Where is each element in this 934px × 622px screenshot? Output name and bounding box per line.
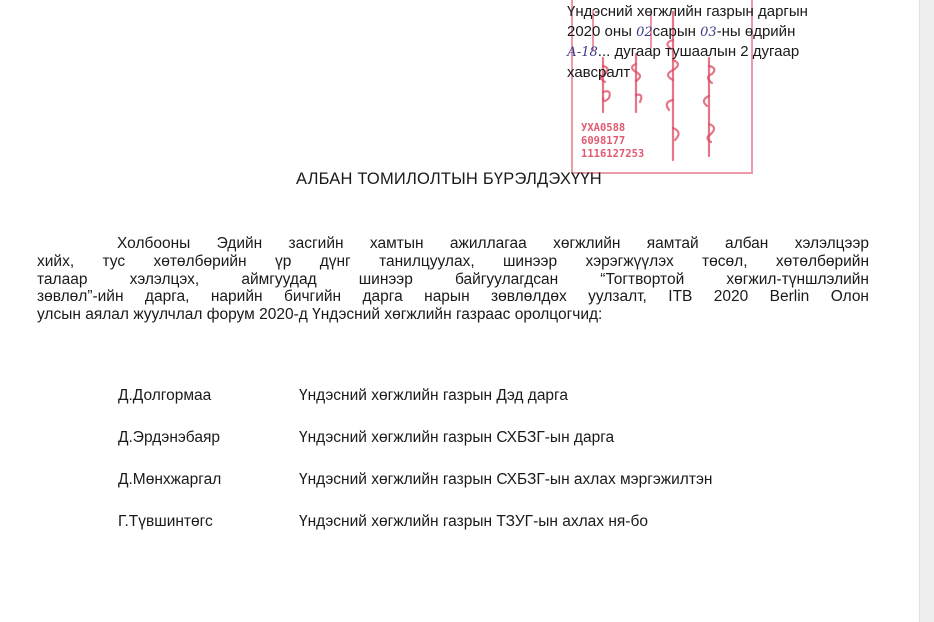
attachment-month-label: сарын <box>652 22 696 40</box>
member-role: Үндэсний хөгжлийн газрын СХБЗГ-ын дарга <box>299 429 615 446</box>
attachment-year: 2020 оны <box>567 22 632 40</box>
stamp-code-1: УХА0588 <box>581 122 626 134</box>
attachment-note-line-4: хавсралт <box>567 63 631 81</box>
list-item <box>118 513 838 555</box>
stamp-codes <box>581 122 644 161</box>
stamp-code-2: 6098177 <box>581 135 626 147</box>
vertical-scrollbar[interactable] <box>919 0 934 622</box>
member-name: Г.Түвшинтөгс <box>118 513 213 530</box>
list-item <box>118 387 838 429</box>
document-title: АЛБАН ТОМИЛОЛТЫН БҮРЭЛДЭХҮҮН <box>296 170 602 188</box>
body-line-2: хийх, тус хөтөлбөрийн үр дүнг танилцуулах, шинээр хэрэгжүүлэх төсөл, хөтөлбөрийн <box>37 252 869 270</box>
member-role: Үндэсний хөгжлийн газрын ТЗУГ-ын ахлах ня-бо <box>299 513 648 530</box>
member-role: Үндэсний хөгжлийн газрын СХБЗГ-ын ахлах мэргэжилтэн <box>299 471 713 488</box>
attachment-note-line-1: Үндэсний хөгжлийн газрын даргын <box>567 3 808 20</box>
order-label: ... дугаар тушаалын 2 дугаар <box>597 43 800 60</box>
member-name: Д.Долгормаа <box>118 387 212 404</box>
attachment-day-label: -ны өдрийн <box>716 22 796 40</box>
attachment-month: 02 <box>636 24 653 40</box>
member-role: Үндэсний хөгжлийн газрын Дэд дарга <box>299 387 568 404</box>
body-line-5: улсын аялал жуулчлал форум 2020-д Үндэсний хөгжлийн газраас оролцогчид: <box>37 306 603 324</box>
body-line-3: талаар хэлэлцэх, аймгуудад шинээр байгуулагдсан “Тогтвортой хөгжил-түншлэлийн <box>37 270 869 288</box>
list-item <box>118 429 838 471</box>
attachment-note <box>567 2 907 82</box>
attachment-note-line-3 <box>567 42 907 63</box>
body-paragraph <box>37 235 869 324</box>
list-item <box>118 471 838 513</box>
body-line-4: зөвлөл”-ийн дарга, нарийн бичгийн дарга нарын зөвлөлдөх уулзалт, ITB 2020 Berlin Олон <box>37 288 869 306</box>
member-name: Д.Мөнхжаргал <box>118 471 222 488</box>
members-list <box>118 387 838 555</box>
stamp-code-3: 1116127253 <box>581 148 645 160</box>
attachment-note-line-2 <box>567 22 907 43</box>
attachment-day: 03 <box>700 24 717 40</box>
member-name: Д.Эрдэнэбаяр <box>118 429 220 446</box>
order-number: А-18 <box>567 45 598 60</box>
body-line-1: Холбооны Эдийн засгийн хамтын ажиллагаа хөгжлийн яамтай албан хэлэлцээр <box>117 235 869 252</box>
